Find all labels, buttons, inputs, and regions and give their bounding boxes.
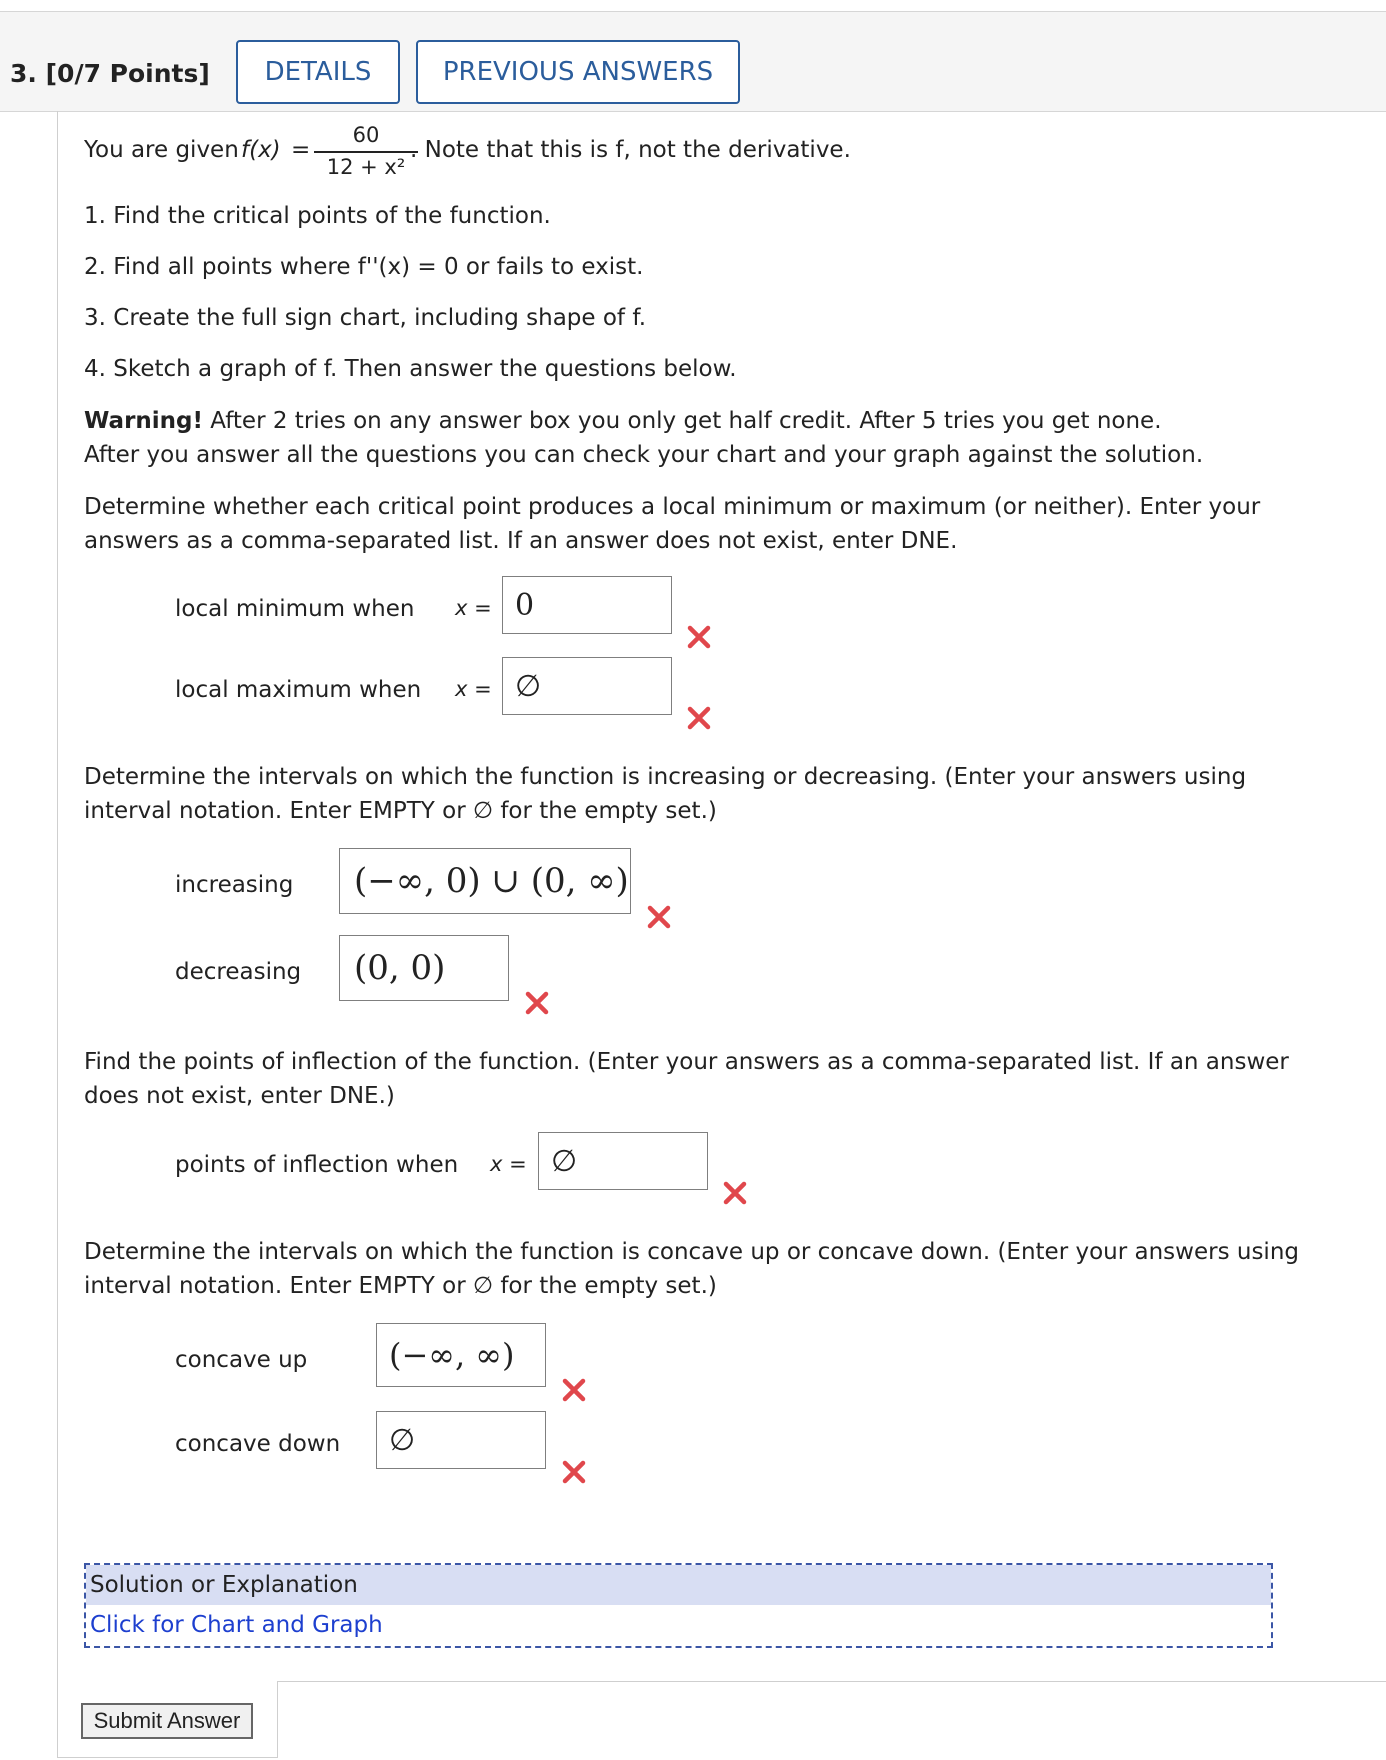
fraction-bar: [314, 151, 418, 153]
local-max-label: local maximum when: [175, 677, 422, 703]
extrema-prompt-1: Determine whether each critical point produces a local minimum or maximum (or neither). Enter your: [84, 494, 1261, 520]
given-prefix: You are given: [84, 137, 239, 163]
submit-area-top-border: [277, 1681, 1386, 1682]
fraction-numerator: 60: [352, 123, 380, 147]
monotonic-prompt-2: interval notation. Enter EMPTY or ∅ for the empty set.): [84, 798, 717, 824]
inflection-input[interactable]: ∅: [538, 1132, 708, 1190]
concave-up-input[interactable]: (−∞, ∞): [376, 1323, 546, 1387]
concave-down-input[interactable]: ∅: [376, 1411, 546, 1469]
local-min-x-equals: x =: [455, 596, 492, 620]
step-3: 3. Create the full sign chart, including shape of f.: [84, 305, 647, 331]
local-min-incorrect-icon: [686, 624, 712, 650]
details-button[interactable]: DETAILS: [236, 40, 400, 104]
local-min-input[interactable]: 0: [502, 576, 672, 634]
fraction-denominator: 12 + x²: [326, 155, 406, 179]
local-max-input[interactable]: ∅: [502, 657, 672, 715]
intro-note: . Note that this is f, not the derivative.: [410, 137, 851, 163]
monotonic-prompt-1: Determine the intervals on which the function is increasing or decreasing. (Enter your answers using: [84, 764, 1247, 790]
concave-down-label: concave down: [175, 1431, 341, 1457]
previous-answers-button[interactable]: PREVIOUS ANSWERS: [416, 40, 740, 104]
points-status: [0/7 Points]: [45, 59, 210, 88]
decreasing-input[interactable]: (0, 0): [339, 935, 509, 1001]
submit-answer-button[interactable]: Submit Answer: [81, 1703, 253, 1739]
extrema-prompt-2: answers as a comma-separated list. If an answer does not exist, enter DNE.: [84, 528, 958, 554]
solution-panel: [84, 1563, 1273, 1648]
concavity-prompt-2: interval notation. Enter EMPTY or ∅ for the empty set.): [84, 1273, 717, 1299]
equals-sign: =: [291, 137, 311, 163]
question-header: [0, 12, 1386, 112]
increasing-label: increasing: [175, 872, 294, 898]
concave-up-label: concave up: [175, 1347, 308, 1373]
concavity-prompt-1: Determine the intervals on which the function is concave up or concave down. (Enter your answers using: [84, 1239, 1299, 1265]
increasing-input[interactable]: (−∞, 0) ∪ (0, ∞): [339, 848, 631, 914]
content-bottom-border: [57, 1757, 277, 1758]
submit-area-left-border: [277, 1681, 278, 1758]
chart-graph-link[interactable]: Click for Chart and Graph: [90, 1612, 383, 1638]
inflection-x-equals: x =: [490, 1152, 527, 1176]
solution-heading[interactable]: Solution or Explanation: [86, 1565, 1271, 1605]
concave-down-incorrect-icon: [561, 1459, 587, 1485]
inflection-prompt-1: Find the points of inflection of the function. (Enter your answers as a comma-separated list. If an answer: [84, 1049, 1289, 1075]
warning-line-2: After you answer all the questions you can check your chart and your graph against the solution.: [84, 442, 1204, 468]
warning-line-1: [84, 404, 1162, 438]
step-4: 4. Sketch a graph of f. Then answer the questions below.: [84, 356, 737, 382]
increasing-incorrect-icon: [646, 904, 672, 930]
decreasing-label: decreasing: [175, 959, 302, 985]
inflection-incorrect-icon: [722, 1180, 748, 1206]
question-number: 3. [0/7 Points]: [10, 59, 210, 88]
content-left-border: [57, 111, 58, 1757]
concave-up-incorrect-icon: [561, 1377, 587, 1403]
inflection-prompt-2: does not exist, enter DNE.): [84, 1083, 395, 1109]
local-max-x-equals: x =: [455, 677, 492, 701]
local-min-label: local minimum when: [175, 596, 415, 622]
step-1: 1. Find the critical points of the function.: [84, 203, 551, 229]
decreasing-incorrect-icon: [524, 990, 550, 1016]
local-max-incorrect-icon: [686, 705, 712, 731]
inflection-label: points of inflection when: [175, 1152, 459, 1178]
step-2: 2. Find all points where f''(x) = 0 or fails to exist.: [84, 254, 644, 280]
warning-text: After 2 tries on any answer box you only get half credit. After 5 tries you get none.: [203, 408, 1162, 434]
warning-label: Warning!: [84, 408, 203, 434]
function-name: f(x): [241, 137, 281, 163]
